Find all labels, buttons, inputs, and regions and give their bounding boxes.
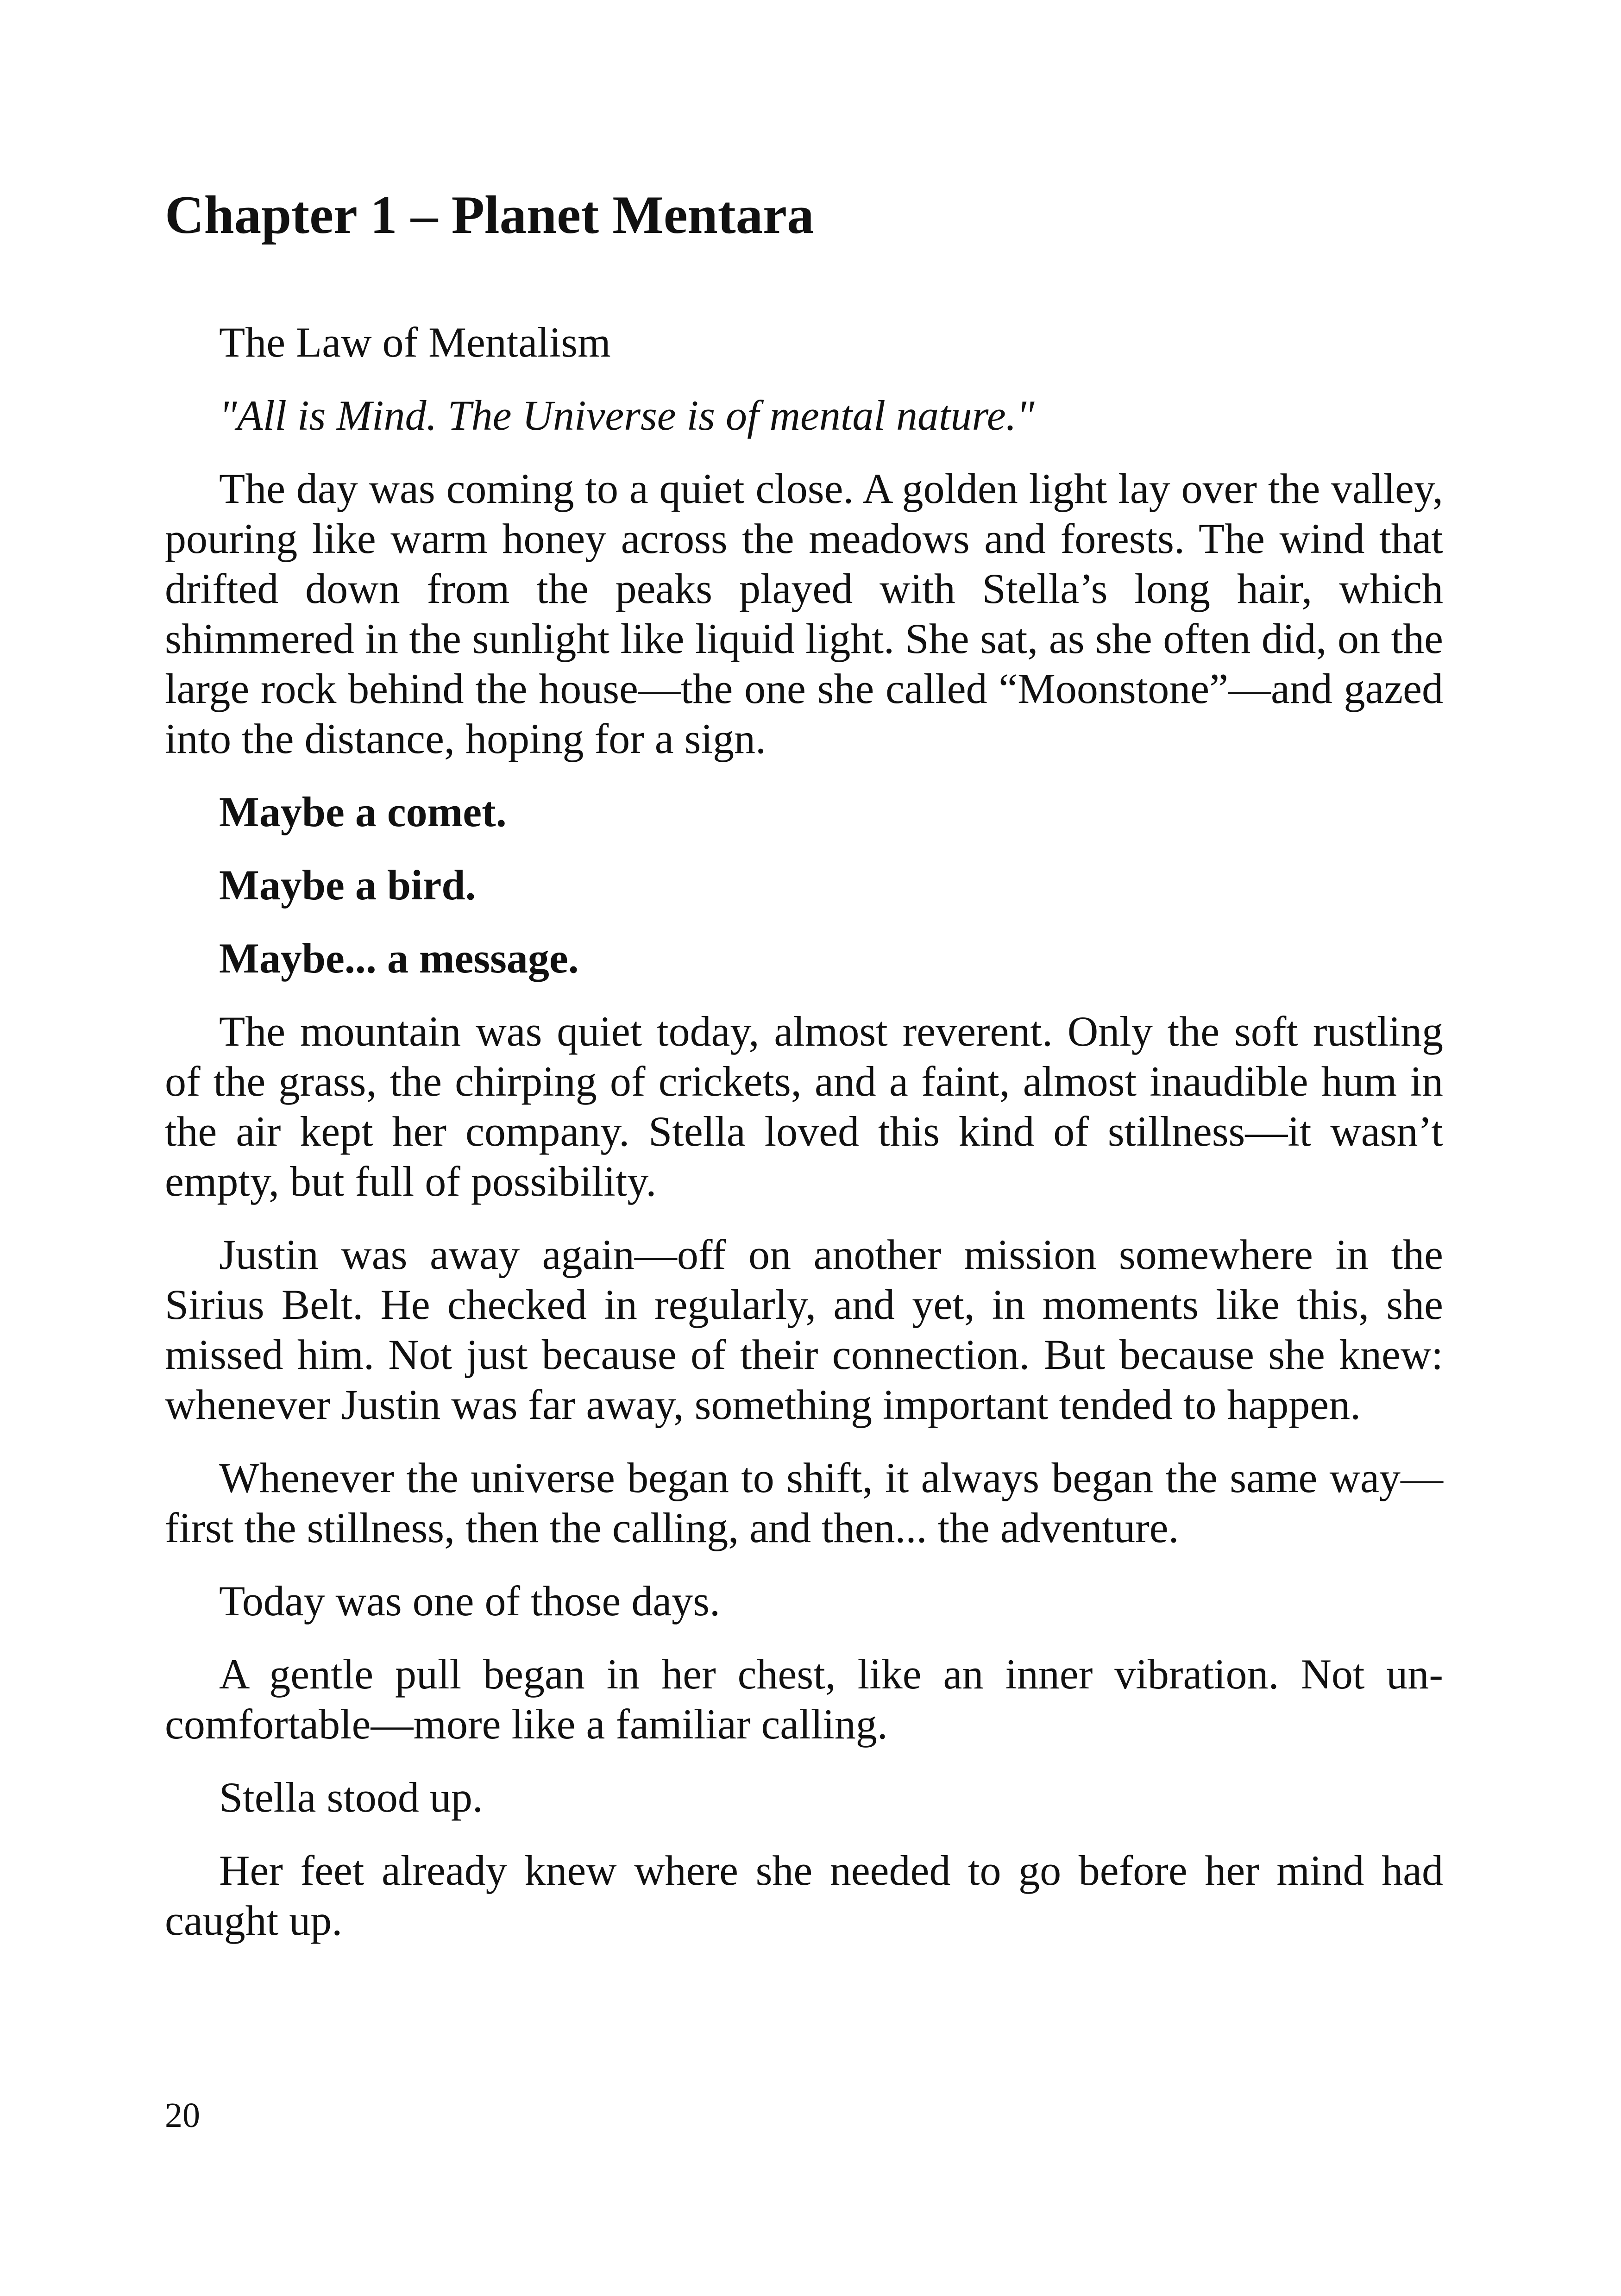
law-title: The Law of Mentalism xyxy=(219,319,611,366)
paragraph: Whenever the universe began to shift, it always began the same way—first the stillness, then the calling, and then... the adventure. xyxy=(165,1454,1443,1551)
law-quote: "All is Mind. The Universe is of mental nature." xyxy=(219,392,1035,439)
paragraph: Justin was away again—off on another mission somewhere in the Sirius Belt. He checked in regularly, and yet, in moments like this, she missed him. Not just because of their connection. But because she knew: whenever Justin was far away, something important tended to happen. xyxy=(165,1231,1443,1428)
paragraph: A gentle pull began in her chest, like an inner vibration. Not uncomfortable—more like a familiar calling. xyxy=(165,1650,1443,1748)
page-number: 20 xyxy=(165,2096,200,2135)
emphasis-line: Maybe a comet. xyxy=(219,788,507,835)
paragraph: The day was coming to a quiet close. A golden light lay over the valley, pouring like warm honey across the meadows and forests. The wind that drifted down from the peaks played with Stella’s long hair, which shimmered in the sunlight like liquid light. She sat, as she often did, on the large rock behind the house—the one she called “Moonstone”—and gazed into the distance, hoping for a sign. xyxy=(165,465,1443,762)
paragraph: Stella stood up. xyxy=(219,1774,483,1821)
emphasis-line: Maybe... a message. xyxy=(219,935,579,982)
paragraph: Her feet already knew where she needed to go before her mind had caught up. xyxy=(165,1847,1443,1944)
emphasis-line: Maybe a bird. xyxy=(219,861,476,909)
paragraph: The mountain was quiet today, almost reverent. Only the soft rustling of the grass, the chirping of crickets, and a faint, almost inaudible hum in the air kept her company. Stella loved this kind of stillness—it wasn’t empty, but full of possibility. xyxy=(165,1008,1443,1205)
paragraph: Today was one of those days. xyxy=(219,1577,720,1625)
chapter-title: Chapter 1 – Planet Mentara xyxy=(165,185,814,245)
chapter-body xyxy=(165,317,1443,1969)
